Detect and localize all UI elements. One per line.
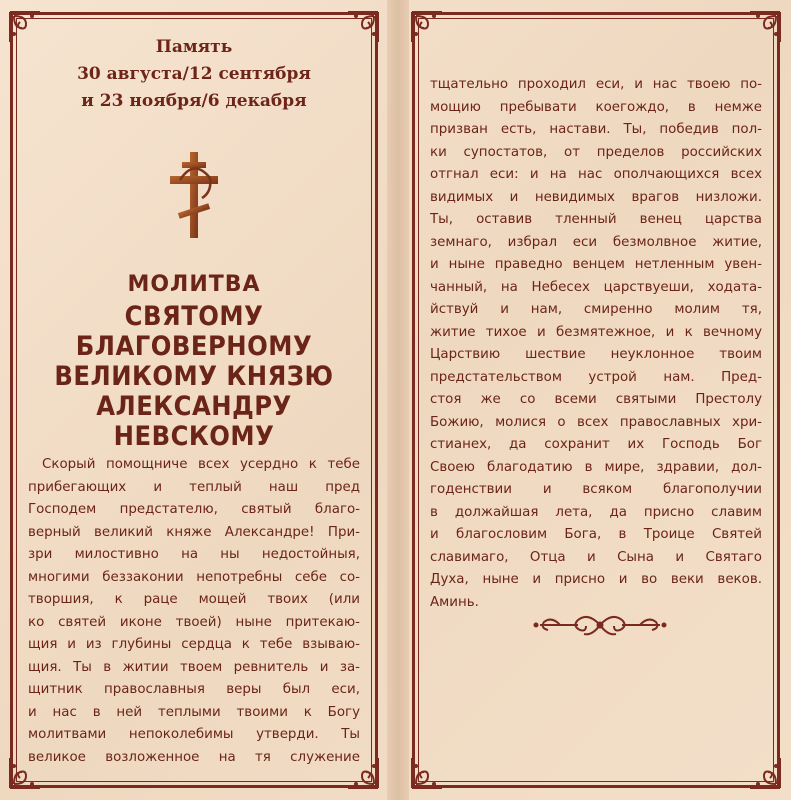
text-line: Своею благодатию в мире, здравии, дол- [430, 459, 762, 475]
corner-flourish-icon [410, 10, 444, 44]
text-line: чанный, на Небесех царствуеши, ходата- [430, 279, 762, 295]
text-line: Господем предстателю, святый благо- [28, 502, 360, 517]
text-line: видимых и невидимых врагов низложи. [430, 189, 762, 205]
text-line: стианех, да сохранит их Господь Бог [430, 437, 762, 452]
text-line: Скорый помощниче всех усердно к тебе [42, 457, 360, 472]
text-line: йствуй и нам, смиренно молим тя, [430, 302, 762, 317]
text-line: житие тихое и безмятежное, и к вечному [430, 324, 762, 340]
text-line: Аминь. [430, 594, 479, 610]
text-line: верный великий княже Александре! При- [28, 524, 360, 540]
text-line: Ты, оставив тленный венец царства [430, 212, 762, 227]
text-line: и благословим Бога, в Троице Святей [430, 527, 762, 542]
text-line: молитвами непоколебимы утверди. Ты [28, 727, 360, 742]
prayer-title [28, 302, 360, 452]
text-line: предстательством устрой нам. Пред- [430, 369, 762, 385]
title-line: ВЕЛИКОМУ КНЯЗЮ [54, 361, 334, 392]
prayer-text-left [28, 454, 360, 769]
fold-gutter [387, 0, 409, 800]
text-line: великое возложенное на тя служение [28, 749, 360, 765]
prayer-label: МОЛИТВА [127, 272, 261, 297]
text-line: прибегающих и теплый наш пред [28, 479, 360, 495]
text-line: щия. Ты в житии твоем ревнитель и за- [28, 659, 360, 675]
corner-flourish-icon [410, 756, 444, 790]
memory-line: Память [155, 37, 233, 57]
text-line: и нас в ней теплыми твоими к Богу [28, 704, 360, 720]
title-line: АЛЕКСАНДРУ [96, 391, 292, 422]
text-line: годенствии и всяком благополучии [430, 482, 762, 497]
orthodox-cross-icon [166, 150, 222, 240]
text-line: тщательно проходил еси, и нас твоею по- [430, 77, 762, 92]
text-line: щия и из глубины сердца к тебе взываю- [28, 637, 360, 652]
text-line: щитник православныя веры был еси, [28, 682, 360, 697]
text-line: призван есть, настави. Ты, победив пол- [430, 122, 762, 137]
text-line: в должайшая лета, да присно славим [430, 504, 762, 520]
text-line: творшия, к раце мощей твоих (или [28, 592, 360, 607]
text-line: земнаго, избрал еси безмолвное житие, [430, 234, 762, 250]
text-line: Божию, молися о всех православных хри- [430, 414, 762, 430]
memory-line: 30 августа/12 сентября [77, 64, 311, 84]
text-line: и ныне праведно венцем нетленным увен- [430, 257, 762, 272]
title-line: НЕВСКОМУ [113, 421, 275, 452]
corner-flourish-icon [748, 10, 782, 44]
right-page [412, 12, 780, 788]
text-line: Царствию шествие неуклонное твоим [430, 347, 762, 362]
commemoration-dates [28, 34, 360, 115]
text-line: мощию пребывати коегождо, в немже [430, 99, 762, 115]
title-line: СВЯТОМУ [124, 301, 264, 332]
text-line: многими беззаконии непотребны себе со- [28, 569, 360, 585]
text-line: Духа, ныне и присно и во веки веков. [430, 572, 762, 587]
text-line: славимаго, Отца и Сына и Святаго [430, 549, 762, 565]
memory-line: и 23 ноября/6 декабря [81, 91, 307, 111]
text-line: ки супостатов, от пределов российских [430, 144, 762, 160]
floral-ornament-icon [530, 608, 670, 642]
prayer-text-right [430, 74, 762, 614]
text-line: зри милостивно на ны недостойныя, [28, 547, 360, 562]
text-line: отгнал еси: и на нас ополчающихся всех [430, 167, 762, 182]
text-line: ко святей иконе твоей) ныне притекаю- [28, 614, 360, 630]
text-line: стоя же со всеми святыми Престолу [430, 392, 762, 407]
title-line: БЛАГОВЕРНОМУ [75, 331, 313, 362]
left-page [10, 12, 378, 788]
corner-flourish-icon [748, 756, 782, 790]
